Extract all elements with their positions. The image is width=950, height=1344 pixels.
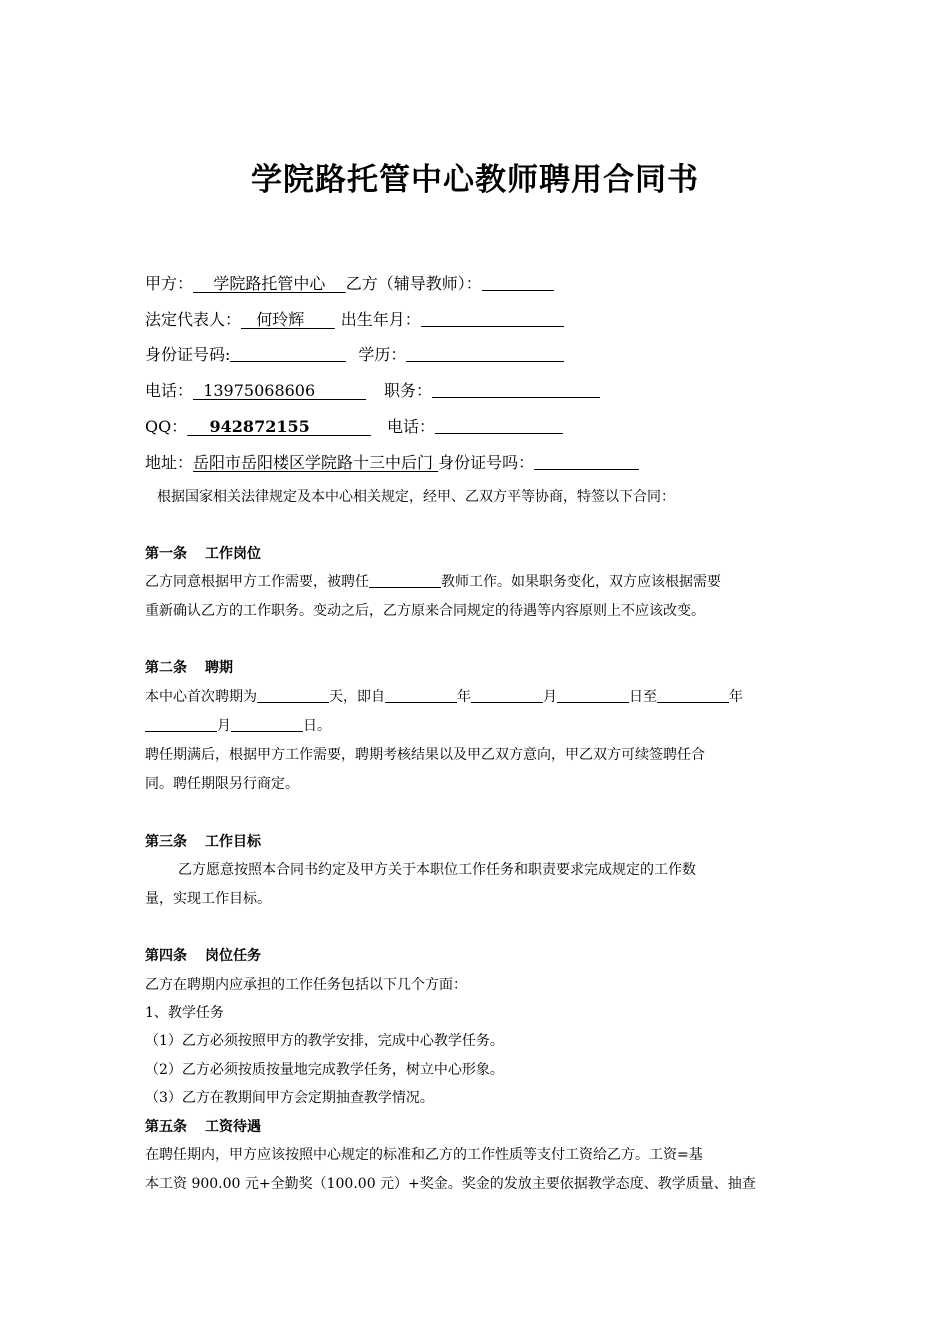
section-1-number: 第一条 (145, 546, 187, 562)
text-span: 乙方同意根据甲方工作需要，被聘任 (145, 574, 369, 590)
days-blank[interactable] (257, 687, 329, 703)
intro-paragraph: 根据国家相关法律规定及本中心相关规定，经甲、乙双方平等协商，特签以下合同： (157, 489, 675, 505)
section-5-number: 第五条 (145, 1119, 187, 1135)
start-year-blank[interactable] (385, 687, 457, 703)
section-3-heading (145, 832, 261, 852)
text-span: 月 (543, 689, 557, 705)
party-b-label: 乙方（辅导教师）： (345, 274, 482, 293)
position-field[interactable] (432, 381, 600, 398)
id2-label: 身份证号吗： (438, 453, 535, 472)
text-span: 年 (457, 689, 471, 705)
position-label: 职务： (384, 381, 433, 400)
section-3-line: 量，实现工作目标。 (145, 891, 271, 907)
phone-label: 电话： (145, 381, 194, 400)
section-3-number: 第三条 (145, 834, 187, 850)
id-field[interactable] (230, 345, 346, 362)
text-span: 本中心首次聘期为 (145, 689, 257, 705)
text-span: 教师工作。如果职务变化，双方应该根据需要 (441, 574, 721, 590)
section-2-line: 同。聘任期限另行商定。 (145, 776, 299, 792)
list-item: （2）乙方必须按质按量地完成教学任务，树立中心形象。 (145, 1062, 504, 1078)
section-5-title: 工资待遇 (205, 1119, 261, 1135)
id2-field[interactable] (534, 453, 639, 470)
qq-line (145, 417, 563, 437)
birth-label: 出生年月： (340, 310, 421, 329)
text-span: 天，即自 (329, 689, 385, 705)
education-label: 学历： (358, 345, 407, 364)
section-3-line: 乙方愿意按照本合同书约定及甲方关于本职位工作任务和职责要求完成规定的工作数 (178, 862, 696, 878)
text-span: 月 (217, 718, 231, 734)
start-month-blank[interactable] (471, 687, 543, 703)
post-blank[interactable] (369, 572, 441, 588)
end-month-blank[interactable] (145, 716, 217, 732)
end-day-blank[interactable] (231, 716, 303, 732)
section-4-line: 1、教学任务 (145, 1005, 224, 1021)
list-item: （3）乙方在教期间甲方会定期抽查教学情况。 (145, 1090, 434, 1106)
section-4-number: 第四条 (145, 948, 187, 964)
section-3-title: 工作目标 (205, 834, 261, 850)
id-label: 身份证号码: (145, 345, 231, 364)
section-4-title: 岗位任务 (205, 948, 261, 964)
section-5-heading (145, 1117, 261, 1137)
document-title: 学院路托管中心教师聘用合同书 (251, 162, 699, 198)
phone2-field[interactable] (435, 417, 563, 434)
qq-value[interactable]: 942872155 (187, 417, 371, 436)
party-b-field[interactable] (482, 274, 554, 291)
start-day-blank[interactable] (557, 687, 629, 703)
list-item: （1）乙方必须按照甲方的教学安排，完成中心教学任务。 (145, 1033, 504, 1049)
section-2-line: 聘任期满后，根据甲方工作需要，聘期考核结果以及甲乙双方意向，甲乙双方可续签聘任合 (145, 747, 705, 763)
party-line (145, 274, 554, 294)
section-5-line: 本工资 900.00 元+全勤奖（100.00 元）+奖金。奖金的发放主要依据教学态度、教学质量、抽查 (145, 1176, 756, 1192)
qq-label: QQ： (145, 417, 188, 436)
address-value[interactable]: 岳阳市岳阳楼区学院路十三中后门 (193, 453, 439, 472)
section-4-line: 乙方在聘期内应承担的工作任务包括以下几个方面： (145, 977, 467, 993)
legal-rep-label: 法定代表人： (145, 310, 242, 329)
text-span: 日至 (629, 689, 657, 705)
section-4-heading (145, 946, 261, 966)
section-2-heading (145, 658, 233, 678)
legal-rep-value[interactable]: 何玲辉 (241, 310, 335, 329)
party-a-value[interactable]: 学院路托管中心 (193, 274, 346, 293)
legal-rep-line (145, 310, 564, 330)
section-5-line: 在聘任期内，甲方应该按照中心规定的标准和乙方的工作性质等支付工资给乙方。工资=基 (145, 1147, 703, 1163)
phone-value[interactable]: 13975068606 (193, 381, 367, 400)
phone2-label: 电话： (387, 417, 436, 436)
text-span: 年 (729, 689, 743, 705)
section-2-line (145, 687, 743, 707)
address-label: 地址： (145, 453, 194, 472)
id-line (145, 345, 564, 365)
address-line (145, 453, 639, 473)
section-1-line: 重新确认乙方的工作职务。变动之后，乙方原来合同规定的待遇等内容原则上不应该改变。 (145, 603, 705, 619)
section-1-heading (145, 544, 261, 564)
section-1-title: 工作岗位 (205, 546, 261, 562)
education-field[interactable] (406, 345, 564, 362)
phone-line (145, 381, 600, 401)
section-1-line (145, 572, 721, 592)
party-a-label: 甲方： (145, 274, 194, 293)
section-2-line (145, 716, 331, 736)
text-span: 日。 (303, 718, 331, 734)
end-year-blank[interactable] (657, 687, 729, 703)
section-2-title: 聘期 (205, 660, 233, 676)
birth-field[interactable] (421, 310, 564, 327)
section-2-number: 第二条 (145, 660, 187, 676)
